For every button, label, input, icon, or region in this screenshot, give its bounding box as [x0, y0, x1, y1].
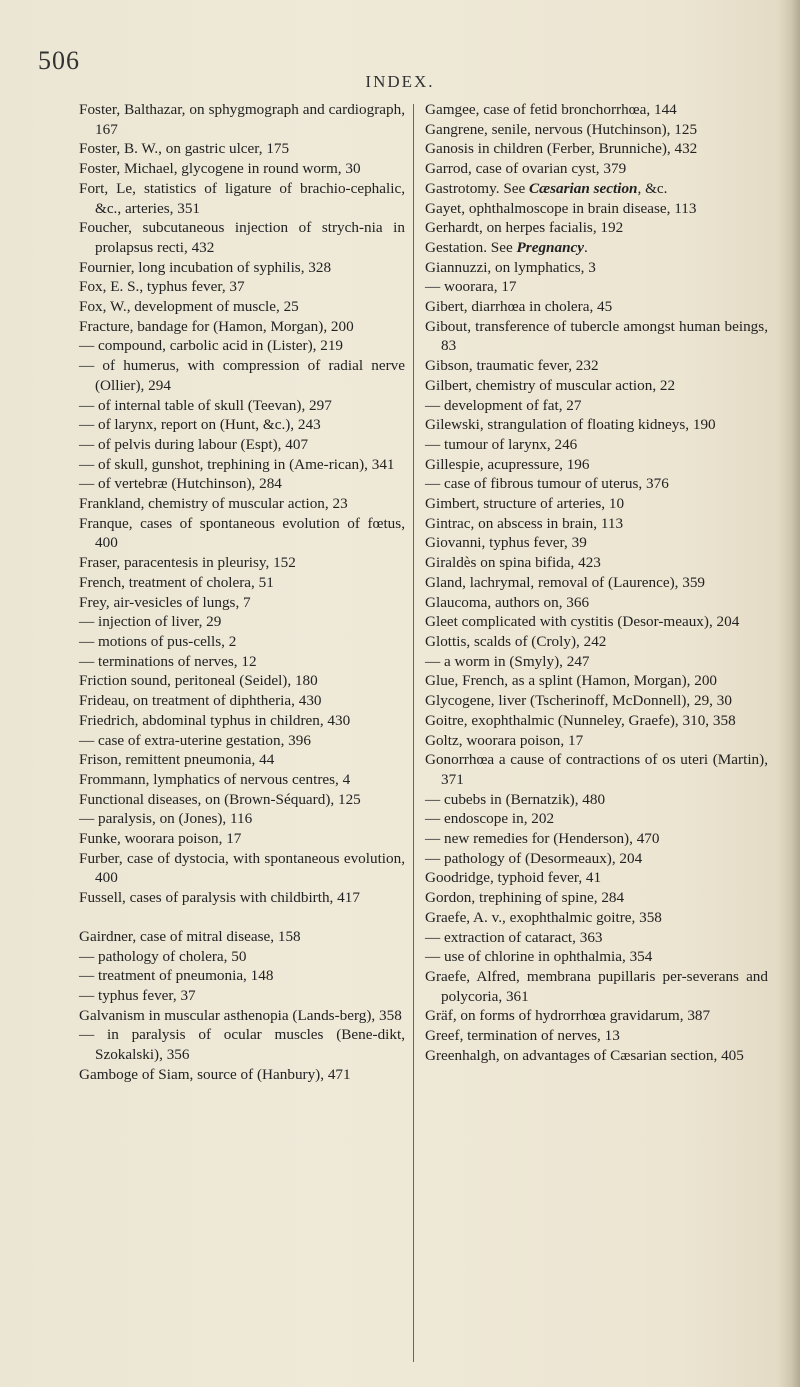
index-entry: Greenhalgh, on advantages of Cæsarian section, 405 — [425, 1046, 744, 1064]
right-column — [425, 100, 768, 1065]
index-entry: Gibert, diarrhœa in cholera, 45 — [425, 298, 613, 316]
index-entry: — of internal table of skull (Teevan), 297 — [79, 396, 332, 414]
index-entry: Glottis, scalds of (Croly), 242 — [425, 632, 607, 650]
index-entry: Goodridge, typhoid fever, 41 — [425, 869, 602, 887]
index-entry: — endoscope in, 202 — [425, 810, 555, 828]
index-entry: Gintrac, on abscess in brain, 113 — [425, 514, 624, 532]
cross-reference: Cæsarian section — [529, 179, 638, 197]
index-entry: — cubebs in (Bernatzik), 480 — [425, 790, 606, 808]
index-entry: Gilewski, strangulation of floating kidneys, 190 — [425, 416, 716, 434]
index-entry: — motions of pus-cells, 2 — [79, 632, 237, 650]
running-head: INDEX. — [365, 72, 435, 91]
section-gap — [79, 908, 405, 927]
index-entry: Gräf, on forms of hydrorrhœa gravidarum, 387 — [425, 1007, 711, 1025]
index-entry: Foster, Michael, glycogene in round worm, 30 — [79, 160, 361, 178]
index-entry: Fournier, long incubation of syphilis, 328 — [79, 258, 332, 276]
entry-text: Gastrotomy. See — [425, 179, 530, 197]
index-entry: Glaucoma, authors on, 366 — [425, 593, 590, 611]
index-entry: Frey, air-vesicles of lungs, 7 — [79, 593, 251, 611]
index-entry: Greef, termination of nerves, 13 — [425, 1027, 620, 1045]
index-entry: Fox, W., development of muscle, 25 — [79, 298, 299, 316]
index-entry: Glue, French, as a splint (Hamon, Morgan), 200 — [425, 672, 718, 690]
index-entry — [425, 238, 768, 258]
index-entry: Fussell, cases of paralysis with childbirth, 417 — [79, 889, 360, 907]
page-edge-shadow — [778, 0, 800, 1387]
index-entry: Giraldès on spina bifida, 423 — [425, 554, 601, 572]
index-entry: Gleet complicated with cystitis (Desor-meaux), 204 — [425, 613, 740, 631]
index-entry: — tumour of larynx, 246 — [425, 435, 578, 453]
index-entry: Furber, case of dystocia, with spontaneous evolution, 400 — [79, 849, 405, 887]
entry-text: . — [584, 238, 588, 256]
index-entry: — case of fibrous tumour of uterus, 376 — [425, 475, 669, 493]
column-divider — [413, 104, 414, 1362]
index-entry: Frommann, lymphatics of nervous centres, 4 — [79, 770, 351, 788]
index-entry: Foster, B. W., on gastric ulcer, 175 — [79, 140, 290, 158]
index-entry: — new remedies for (Henderson), 470 — [425, 830, 660, 848]
cross-reference: Pregnancy — [516, 238, 585, 256]
index-entry: Fox, E. S., typhus fever, 37 — [79, 278, 245, 296]
index-entry: Gerhardt, on herpes facialis, 192 — [425, 219, 624, 237]
index-entry: Galvanism in muscular asthenopia (Lands-berg), 358 — [79, 1006, 402, 1024]
index-entry: Giannuzzi, on lymphatics, 3 — [425, 258, 596, 276]
index-entry: Goltz, woorara poison, 17 — [425, 731, 584, 749]
index-entry: Fracture, bandage for (Hamon, Morgan), 200 — [79, 317, 354, 335]
index-entry: — injection of liver, 29 — [79, 613, 222, 631]
index-entry: Gonorrhœa a cause of contractions of os uteri (Martin), 371 — [425, 751, 768, 788]
index-entry: Foster, Balthazar, on sphygmograph and cardiograph, 167 — [79, 101, 405, 138]
index-entry: — a worm in (Smyly), 247 — [425, 652, 590, 670]
index-entry: Gibout, transference of tubercle amongst human beings, 83 — [425, 317, 768, 355]
index-entry: Gairdner, case of mitral disease, 158 — [79, 927, 301, 945]
index-entry: — case of extra-uterine gestation, 396 — [79, 731, 311, 749]
index-entry: Fraser, paracentesis in pleurisy, 152 — [79, 554, 296, 572]
index-entry: Graefe, Alfred, membrana pupillaris per-severans and polycoria, 361 — [425, 967, 768, 1005]
index-entry: Gilbert, chemistry of muscular action, 22 — [425, 376, 676, 394]
entry-text: , &c. — [637, 179, 668, 197]
index-entry: Functional diseases, on (Brown-Séquard), 125 — [79, 790, 361, 808]
index-entry — [425, 179, 768, 199]
index-entry: French, treatment of cholera, 51 — [79, 573, 274, 591]
index-entry: Foucher, subcutaneous injection of strych-nia in prolapsus recti, 432 — [79, 219, 405, 256]
index-entry: Garrod, case of ovarian cyst, 379 — [425, 160, 627, 178]
index-entry: Gibson, traumatic fever, 232 — [425, 357, 599, 375]
page-number: 506 — [38, 46, 80, 75]
index-entry: Goitre, exophthalmic (Nunneley, Graefe), 310, 358 — [425, 711, 736, 729]
index-entry: Giovanni, typhus fever, 39 — [425, 534, 587, 552]
index-entry: Frideau, on treatment of diphtheria, 430 — [79, 692, 322, 710]
index-entry: Graefe, A. v., exophthalmic goitre, 358 — [425, 908, 662, 926]
index-entry: Frankland, chemistry of muscular action, 23 — [79, 495, 348, 513]
index-entry: — typhus fever, 37 — [79, 986, 196, 1004]
index-entry: Glycogene, liver (Tscherinoff, McDonnell), 29, 30 — [425, 692, 732, 710]
index-entry: — compound, carbolic acid in (Lister), 219 — [79, 337, 344, 355]
index-entry: — of skull, gunshot, trephining in (Ame-rican), 341 — [79, 455, 395, 473]
index-entry: — of vertebræ (Hutchinson), 284 — [79, 475, 282, 493]
index-entry: Gamgee, case of fetid bronchorrhœa, 144 — [425, 101, 677, 118]
index-entry: — extraction of cataract, 363 — [425, 928, 603, 946]
index-entry: Gland, lachrymal, removal of (Laurence), 359 — [425, 573, 706, 591]
index-entry: — treatment of pneumonia, 148 — [79, 967, 274, 985]
index-entry: Gordon, trephining of spine, 284 — [425, 889, 625, 907]
entry-text: Gestation. See — [425, 238, 517, 256]
index-entry: Friction sound, peritoneal (Seidel), 180 — [79, 672, 318, 690]
index-entry: Ganosis in children (Ferber, Brunniche), 432 — [425, 140, 698, 158]
index-entry: Gimbert, structure of arteries, 10 — [425, 495, 625, 513]
index-entry: — in paralysis of ocular muscles (Bene-dikt, Szokalski), 356 — [79, 1026, 405, 1064]
index-entry: Frison, remittent pneumonia, 44 — [79, 751, 275, 769]
index-entry: Gillespie, acupressure, 196 — [425, 455, 590, 473]
index-entry: — pathology of cholera, 50 — [79, 947, 247, 965]
left-column — [79, 100, 405, 1084]
index-entry: — of larynx, report on (Hunt, &c.), 243 — [79, 416, 321, 434]
index-entry: — woorara, 17 — [425, 278, 517, 296]
index-entry: Gangrene, senile, nervous (Hutchinson), 125 — [425, 120, 698, 138]
index-entry: — paralysis, on (Jones), 116 — [79, 810, 253, 828]
index-entry: — of humerus, with compression of radial nerve (Ollier), 294 — [79, 357, 405, 394]
index-entry: Fort, Le, statistics of ligature of brachio-cephalic, &c., arteries, 351 — [79, 179, 405, 217]
index-entry: Gayet, ophthalmoscope in brain disease, 113 — [425, 199, 697, 217]
index-entry: — terminations of nerves, 12 — [79, 652, 257, 670]
index-entry: — of pelvis during labour (Espt), 407 — [79, 435, 309, 453]
index-entry: — development of fat, 27 — [425, 396, 582, 414]
index-entry: — use of chlorine in ophthalmia, 354 — [425, 948, 653, 966]
index-entry: Funke, woorara poison, 17 — [79, 830, 242, 848]
index-entry: Friedrich, abdominal typhus in children, 430 — [79, 711, 351, 729]
index-entry: Franque, cases of spontaneous evolution of fœtus, 400 — [79, 514, 405, 552]
index-entry: Gamboge of Siam, source of (Hanbury), 471 — [79, 1065, 351, 1083]
index-entry: — pathology of (Desormeaux), 204 — [425, 849, 643, 867]
